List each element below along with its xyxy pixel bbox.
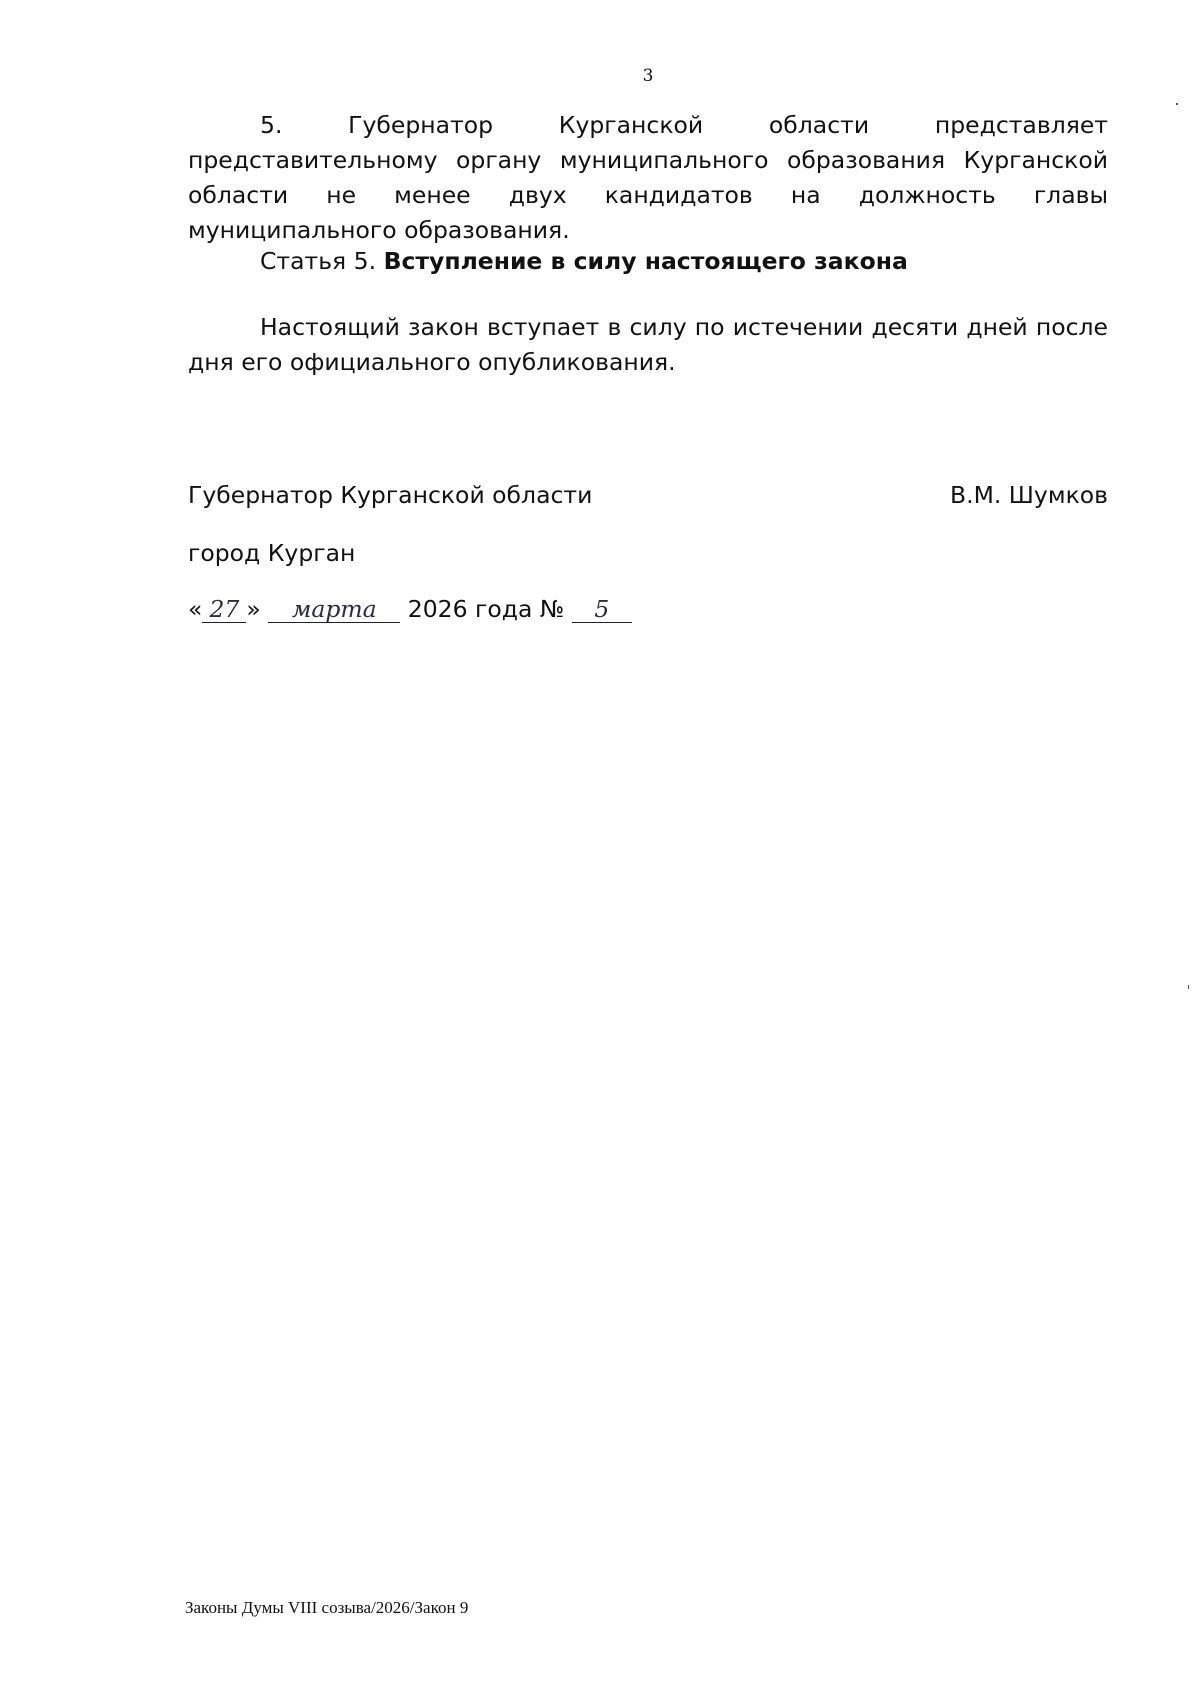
- date-line: [188, 592, 632, 627]
- date-day: 27: [202, 596, 246, 623]
- date-month: марта: [268, 596, 400, 623]
- signature-position: Губернатор Курганской области: [188, 481, 593, 509]
- scan-speck: [1176, 103, 1178, 105]
- article-heading: [260, 244, 908, 279]
- scan-speck: [1188, 985, 1189, 989]
- date-number: 5: [572, 596, 632, 623]
- paragraph-5: [188, 108, 1108, 248]
- article-prefix: Статья 5.: [260, 247, 377, 275]
- date-close-quote: »: [246, 595, 261, 623]
- date-year-text: 2026 года №: [407, 595, 565, 623]
- article-paragraph-text: Настоящий закон вступает в силу по истечении десяти дней после дня его официального опубликования.: [188, 313, 1108, 376]
- signature-name: В.М. Шумков: [950, 481, 1108, 509]
- footer-reference: Законы Думы VIII созыва/2026/Закон 9: [185, 1598, 469, 1617]
- paragraph-5-text: 5. Губернатор Курганской области представляет представительному органу муниципального образования Курганской области не менее двух кандидатов на должность главы муниципального образования.: [188, 111, 1108, 244]
- article-title: Вступление в силу настоящего закона: [383, 247, 908, 275]
- page-number: 3: [642, 66, 654, 86]
- date-open-quote: «: [188, 595, 203, 623]
- article-paragraph: [188, 310, 1108, 380]
- place: город Курган: [188, 539, 356, 567]
